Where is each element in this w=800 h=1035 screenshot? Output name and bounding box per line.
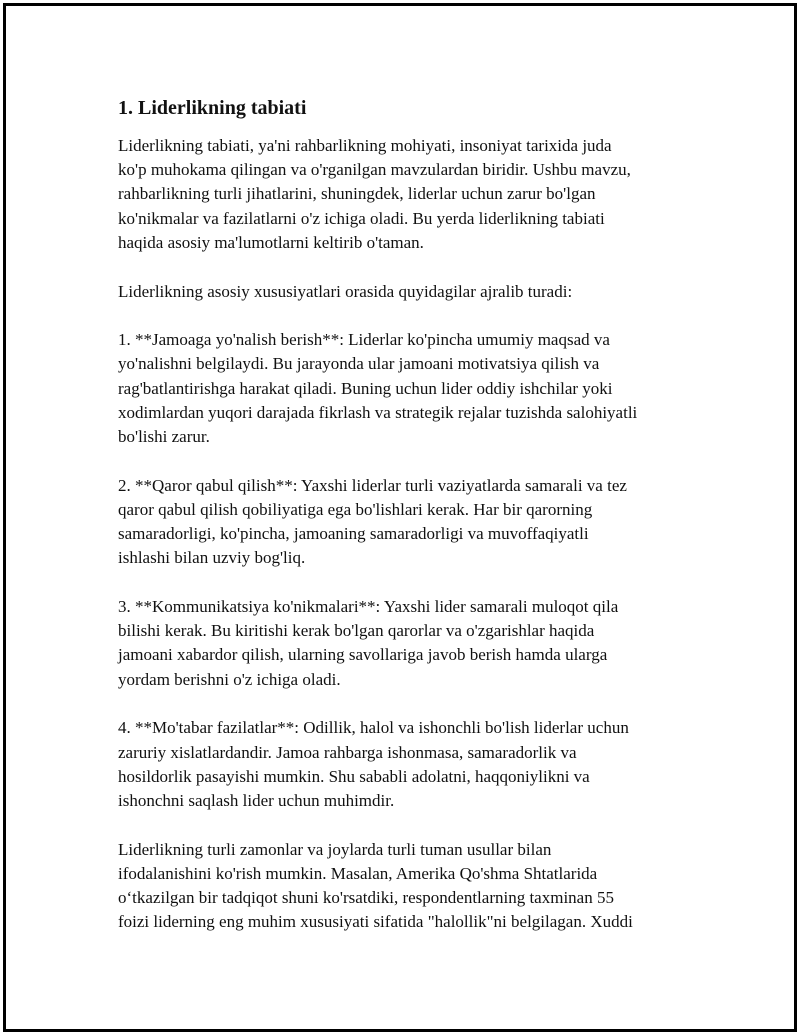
list-item-1	[118, 328, 678, 449]
text-line: foizi liderning eng muhim xususiyati sifatida "halollik"ni belgilagan. Xuddi	[118, 912, 633, 932]
text-line: Liderlikning tabiati, ya'ni rahbarlikning mohiyati, insoniyat tarixida juda	[118, 136, 612, 155]
text-line: ishonchni saqlash lider uchun muhimdir.	[118, 790, 395, 810]
text-line: ko'nikmalar va fazilatlarni o'z ichiga oladi. Bu yerda liderlikning tabiati	[118, 208, 605, 228]
text-line: hosildorlik pasayishi mumkin. Shu sababli adolatni, haqqoniylikni va	[118, 766, 590, 786]
text-line: 4. **Mo'tabar fazilatlar**: Odillik, halol va ishonchli bo'lish liderlar uchun	[118, 718, 629, 738]
paragraph-features-lead	[118, 280, 678, 304]
text-line: yordam berishni o'z ichiga oladi.	[118, 669, 341, 689]
text-line: haqida asosiy ma'lumotlarni keltirib o'taman.	[118, 232, 424, 252]
text-line: rahbarlikning turli jihatlarini, shuningdek, liderlar uchun zarur bo'lgan	[118, 184, 596, 204]
paragraph-conclusion	[118, 838, 678, 935]
paragraph-intro	[118, 134, 678, 255]
text-line: o‘tkazilgan bir tadqiqot shuni ko'rsatdiki, respondentlarning taxminan 55	[118, 888, 614, 908]
text-line: xodimlardan yuqori darajada fikrlash va strategik rejalar tuzishda salohiyatli	[118, 402, 638, 422]
list-item-4	[118, 716, 678, 813]
list-item-2	[118, 474, 678, 571]
text-line: Liderlikning asosiy xususiyatlari orasida quyidagilar ajralib turadi:	[118, 281, 573, 301]
text-line: qaror qabul qilish qobiliyatiga ega bo'lishlari kerak. Har bir qarorning	[118, 499, 593, 519]
document-body	[118, 96, 678, 959]
text-line: samaradorligi, ko'pincha, jamoaning samaradorligi va muvoffaqiyatli	[118, 524, 589, 544]
text-line: 3. **Kommunikatsiya ko'nikmalari**: Yaxshi lider samarali muloqot qila	[118, 597, 619, 617]
text-line: ishlashi bilan uzviy bog'liq.	[118, 548, 306, 568]
text-line: yo'nalishni belgilaydi. Bu jarayonda ular jamoani motivatsiya qilish va	[118, 354, 600, 374]
text-line: 1. **Jamoaga yo'nalish berish**: Liderlar ko'pincha umumiy maqsad va	[118, 330, 610, 350]
text-line: rag'batlantirishga harakat qiladi. Buning uchun lider oddiy ishchilar yoki	[118, 378, 613, 398]
text-line: ko'p muhokama qilingan va o'rganilgan mavzulardan biridir. Ushbu mavzu,	[118, 160, 631, 180]
list-item-3	[118, 595, 678, 692]
text-line: Liderlikning turli zamonlar va joylarda turli tuman usullar bilan	[118, 839, 552, 859]
text-line: ifodalanishini ko'rish mumkin. Masalan, Amerika Qo'shma Shtatlarida	[118, 863, 598, 883]
text-line: bo'lishi zarur.	[118, 427, 210, 447]
text-line: jamoani xabardor qilish, ularning savollariga javob berish hamda ularga	[118, 645, 608, 665]
text-line: 2. **Qaror qabul qilish**: Yaxshi liderlar turli vaziyatlarda samarali va tez	[118, 475, 627, 495]
text-line: zaruriy xislatlardandir. Jamoa rahbarga ishonmasa, samaradorlik va	[118, 742, 577, 762]
section-title: 1. Liderlikning tabiati	[118, 97, 307, 119]
text-line: bilishi kerak. Bu kiritishi kerak bo'lgan qarorlar va o'zgarishlar haqida	[118, 621, 595, 641]
